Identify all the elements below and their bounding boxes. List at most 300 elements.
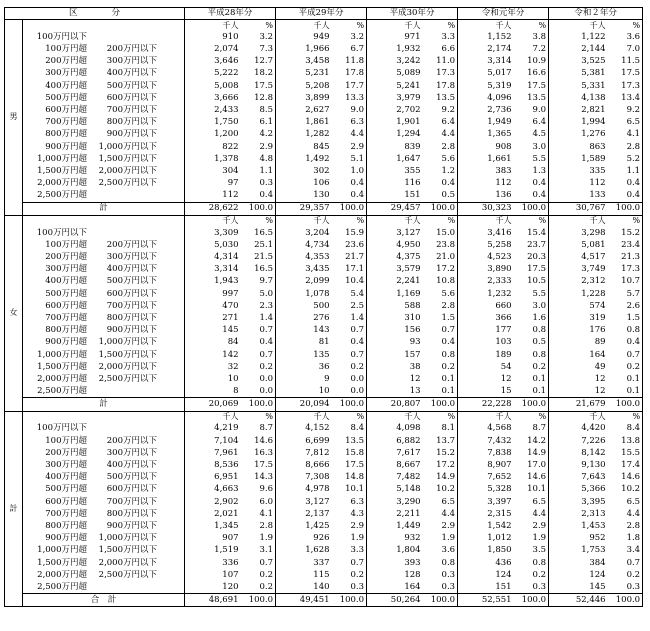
percentage: 0.2 — [259, 569, 274, 580]
percentage: 13.3 — [345, 92, 365, 103]
unit-people-label: 千人 — [458, 215, 514, 227]
percentage: 3.4 — [626, 545, 641, 556]
people-count: 3,416 — [458, 227, 514, 239]
unit-pct-label: % — [265, 20, 274, 30]
percentage: 1.8 — [626, 533, 641, 544]
percentage: 17.5 — [621, 68, 641, 79]
people-count: 845 — [276, 141, 332, 153]
people-count: 13 — [367, 385, 423, 398]
percentage: 17.8 — [345, 68, 365, 79]
year-header: 令和２年分 — [549, 8, 643, 20]
percentage: 0.1 — [441, 373, 456, 384]
people-count: 6,882 — [367, 435, 423, 447]
bracket-lower: 100万円超 — [45, 239, 87, 250]
people-count: 1,200 — [185, 129, 241, 141]
percentage: 1.2 — [441, 165, 456, 176]
percentage: 1.3 — [532, 165, 547, 176]
percentage: 17.4 — [621, 460, 641, 471]
table-row — [5, 312, 643, 324]
bracket-lower: 700万円超 — [45, 508, 87, 519]
table-row — [5, 435, 643, 447]
unit-people-label: 千人 — [549, 20, 608, 32]
percentage: 14.9 — [436, 472, 456, 483]
table-row — [5, 361, 643, 373]
income-bracket-label — [23, 545, 185, 557]
people-count: 2,241 — [367, 276, 423, 288]
category-header: 区 分 — [5, 8, 185, 20]
people-count: 5,081 — [549, 239, 608, 251]
table-row — [5, 423, 643, 435]
table-row — [5, 520, 643, 532]
people-count: 4,098 — [367, 423, 423, 435]
percentage: 0.2 — [259, 581, 274, 592]
percentage: 9.2 — [441, 104, 456, 115]
bracket-lower: 400万円超 — [45, 276, 87, 287]
percentage: 0.4 — [441, 178, 456, 189]
people-count: 2,174 — [458, 43, 514, 55]
percentage: 17.2 — [436, 460, 456, 471]
table-row — [5, 459, 643, 471]
people-count: 145 — [185, 324, 241, 336]
people-count: 6,951 — [185, 471, 241, 483]
people-count: 997 — [185, 288, 241, 300]
percentage: 0.4 — [350, 337, 365, 348]
people-count: 5,231 — [276, 68, 332, 80]
people-count: 189 — [458, 349, 514, 361]
percentage: 0.4 — [441, 337, 456, 348]
table-row — [5, 227, 643, 239]
bracket-lower: 200万円超 — [45, 56, 87, 67]
people-count: 1,661 — [458, 153, 514, 165]
people-count: 1,345 — [185, 520, 241, 532]
percentage: 6.3 — [350, 496, 365, 507]
percentage: 14.6 — [527, 472, 547, 483]
percentage: 4.4 — [626, 508, 641, 519]
year-header: 平成29年分 — [276, 8, 367, 20]
income-bracket-label — [23, 324, 185, 336]
people-count: 1,425 — [276, 520, 332, 532]
people-count: 2,433 — [185, 104, 241, 116]
percentage: 4.4 — [441, 508, 456, 519]
bracket-lower: 900万円超 — [45, 141, 87, 152]
unit-people-label: 千人 — [458, 20, 514, 32]
income-bracket-label — [23, 361, 185, 373]
people-count: 1,078 — [276, 288, 332, 300]
people-count: 660 — [458, 300, 514, 312]
people-count: 5,089 — [367, 68, 423, 80]
unit-pct-label: % — [332, 411, 367, 423]
percentage: 23.8 — [436, 239, 456, 250]
people-count: 176 — [549, 324, 608, 336]
unit-people-label: 千人 — [185, 215, 241, 227]
people-count: 4,096 — [458, 92, 514, 104]
people-count: 863 — [549, 141, 608, 153]
people-count: 971 — [367, 31, 423, 43]
percentage: 1.4 — [350, 312, 365, 323]
percentage: 0.2 — [626, 361, 641, 372]
people-count: 7,226 — [549, 435, 608, 447]
table-row — [5, 288, 643, 300]
percentage: 0.1 — [441, 386, 456, 397]
unit-pct-label: % — [332, 215, 367, 227]
bracket-upper: 400万円以下 — [106, 460, 157, 471]
percentage: 0.0 — [350, 373, 365, 384]
unit-people-label: 千人 — [367, 20, 423, 32]
bracket-upper: 1,000万円以下 — [98, 337, 157, 348]
percentage: 0.5 — [441, 190, 456, 201]
people-count: 271 — [185, 312, 241, 324]
percentage: 8.7 — [532, 423, 547, 434]
people-count: 3,525 — [549, 55, 608, 67]
percentage: 13.5 — [345, 435, 365, 446]
bracket-lower: 2,500万円超 — [37, 190, 87, 201]
people-count: 2,312 — [549, 276, 608, 288]
people-count: 4,314 — [185, 251, 241, 263]
bracket-upper: 1,500万円以下 — [98, 349, 157, 360]
percentage: 4.8 — [259, 153, 274, 164]
bracket-lower: 2,000万円超 — [37, 569, 87, 580]
bracket-upper: 300万円以下 — [106, 252, 157, 263]
people-count: 164 — [367, 581, 423, 594]
people-count: 4,978 — [276, 484, 332, 496]
percentage: 0.2 — [441, 361, 456, 372]
unit-row-blank — [23, 411, 185, 423]
table-row — [5, 80, 643, 92]
people-count: 151 — [367, 189, 423, 202]
unit-row — [5, 215, 643, 227]
total-people-count: 30,767 — [549, 202, 608, 215]
total-people-count: 48,691 — [185, 594, 241, 607]
percentage: 4.4 — [441, 129, 456, 140]
people-count: 907 — [185, 532, 241, 544]
people-count: 7,652 — [458, 471, 514, 483]
percentage: 6.5 — [626, 496, 641, 507]
people-count: 5,148 — [367, 484, 423, 496]
table-row — [5, 276, 643, 288]
total-percentage: 100.0 — [608, 398, 643, 411]
table-row — [5, 496, 643, 508]
percentage: 5.6 — [441, 288, 456, 299]
percentage: 4.2 — [259, 129, 274, 140]
people-count: 3,646 — [185, 55, 241, 67]
bracket-upper: 900万円以下 — [106, 520, 157, 531]
total-percentage: 100.0 — [608, 594, 643, 607]
percentage: 17.1 — [345, 264, 365, 275]
people-count: 8,907 — [458, 459, 514, 471]
bracket-upper: 2,500万円以下 — [98, 373, 157, 384]
percentage: 16.5 — [254, 227, 274, 238]
total-people-count: 52,551 — [458, 594, 514, 607]
people-count: 1,804 — [367, 545, 423, 557]
people-count: 2,099 — [276, 276, 332, 288]
percentage: 2.9 — [259, 141, 274, 152]
percentage: 21.5 — [254, 252, 274, 263]
bracket-lower: 2,500万円超 — [37, 386, 87, 397]
people-count: 130 — [276, 189, 332, 202]
people-count: 1,492 — [276, 153, 332, 165]
people-count: 3,666 — [185, 92, 241, 104]
people-count: 7,617 — [367, 447, 423, 459]
percentage: 6.7 — [350, 44, 365, 55]
percentage: 11.5 — [621, 56, 641, 67]
people-count: 4,152 — [276, 423, 332, 435]
people-count: 3,458 — [276, 55, 332, 67]
percentage: 4.1 — [626, 129, 641, 140]
people-count: 1,122 — [549, 31, 608, 43]
people-count: 3,127 — [367, 227, 423, 239]
income-bracket-label — [23, 263, 185, 275]
unit-pct-label: % — [423, 215, 458, 227]
people-count: 124 — [458, 569, 514, 581]
unit-pct-label: % — [241, 215, 276, 227]
people-count: 8,666 — [276, 459, 332, 471]
people-count: 588 — [367, 300, 423, 312]
percentage: 14.6 — [254, 435, 274, 446]
people-count: 1,949 — [458, 116, 514, 128]
people-count: 1,453 — [549, 520, 608, 532]
total-people-count: 21,679 — [549, 398, 608, 411]
percentage: 15.2 — [621, 227, 641, 238]
people-count: 2,736 — [458, 104, 514, 116]
people-count: 335 — [549, 165, 608, 177]
bracket-lower: 500万円超 — [45, 92, 87, 103]
total-people-count: 52,446 — [549, 594, 608, 607]
people-count: 574 — [549, 300, 608, 312]
percentage: 3.2 — [259, 31, 274, 42]
unit-row — [5, 20, 643, 32]
people-count: 5,381 — [549, 68, 608, 80]
percentage: 0.4 — [350, 190, 365, 201]
people-count: 1,589 — [549, 153, 608, 165]
people-count: 12 — [549, 373, 608, 385]
people-count: 932 — [367, 532, 423, 544]
people-count: 49 — [549, 361, 608, 373]
percentage: 14.8 — [345, 472, 365, 483]
percentage: 0.7 — [626, 557, 641, 568]
people-count: 1,294 — [367, 129, 423, 141]
total-people-count: 20,069 — [185, 398, 241, 411]
income-bracket-label — [23, 92, 185, 104]
total-row — [5, 202, 643, 215]
people-count: 97 — [185, 177, 241, 189]
percentage: 0.2 — [626, 569, 641, 580]
unit-pct-label: % — [241, 411, 276, 423]
people-count: 337 — [276, 557, 332, 569]
income-bracket-label — [23, 471, 185, 483]
percentage: 23.6 — [345, 239, 365, 250]
percentage: 2.8 — [259, 520, 274, 531]
percentage: 23.7 — [527, 239, 547, 250]
percentage: 4.4 — [532, 508, 547, 519]
unit-people-label: 千人 — [276, 20, 332, 32]
people-count: 4,663 — [185, 484, 241, 496]
percentage: 2.5 — [350, 300, 365, 311]
people-count: 1,861 — [276, 116, 332, 128]
people-count: 3,890 — [458, 263, 514, 275]
people-count: 5,366 — [549, 484, 608, 496]
bracket-upper: 500万円以下 — [106, 276, 157, 287]
percentage: 11.8 — [345, 56, 365, 67]
bracket-lower: 400万円超 — [45, 472, 87, 483]
percentage: 0.2 — [350, 569, 365, 580]
bracket-lower: 100万円以下 — [36, 227, 87, 238]
percentage: 4.5 — [532, 129, 547, 140]
people-count: 1,378 — [185, 153, 241, 165]
percentage: 3.1 — [259, 545, 274, 556]
percentage: 2.8 — [626, 141, 641, 152]
percentage: 10.1 — [345, 484, 365, 495]
people-count: 1,232 — [458, 288, 514, 300]
percentage: 7.0 — [626, 44, 641, 55]
people-count: 2,902 — [185, 496, 241, 508]
people-count: 1,750 — [185, 116, 241, 128]
section-label: 男 — [5, 20, 23, 216]
people-count: 2,144 — [549, 43, 608, 55]
percentage: 0.2 — [350, 361, 365, 372]
table-row — [5, 385, 643, 398]
percentage: 0.8 — [441, 349, 456, 360]
percentage: 3.2 — [350, 31, 365, 42]
bracket-lower: 100万円以下 — [36, 31, 87, 42]
total-percentage: 100.0 — [332, 202, 367, 215]
people-count: 500 — [276, 300, 332, 312]
percentage: 1.1 — [626, 165, 641, 176]
percentage: 6.3 — [350, 117, 365, 128]
people-count: 2,211 — [367, 508, 423, 520]
percentage: 0.4 — [350, 178, 365, 189]
people-count: 103 — [458, 337, 514, 349]
percentage: 11.0 — [436, 56, 456, 67]
percentage: 1.9 — [441, 533, 456, 544]
people-count: 2,021 — [185, 508, 241, 520]
income-bracket-label — [23, 484, 185, 496]
people-count: 1,901 — [367, 116, 423, 128]
people-count: 124 — [549, 569, 608, 581]
people-count: 5,017 — [458, 68, 514, 80]
table-row — [5, 251, 643, 263]
total-people-count: 50,264 — [367, 594, 423, 607]
unit-pct-label: % — [514, 215, 549, 227]
bracket-lower: 300万円超 — [45, 264, 87, 275]
percentage: 0.7 — [259, 557, 274, 568]
table-row — [5, 532, 643, 544]
bracket-lower: 900万円超 — [45, 533, 87, 544]
percentage: 2.3 — [259, 300, 274, 311]
percentage: 6.4 — [441, 117, 456, 128]
people-count: 336 — [185, 557, 241, 569]
people-count: 1,542 — [458, 520, 514, 532]
percentage: 15.0 — [436, 227, 456, 238]
bracket-lower: 600万円超 — [45, 104, 87, 115]
percentage: 2.9 — [532, 520, 547, 531]
income-bracket-label — [23, 557, 185, 569]
people-count: 36 — [276, 361, 332, 373]
percentage: 10.1 — [527, 484, 547, 495]
income-bracket-label — [23, 251, 185, 263]
total-percentage: 100.0 — [241, 594, 276, 607]
people-count: 4,523 — [458, 251, 514, 263]
percentage: 25.1 — [254, 239, 274, 250]
year-header: 平成30年分 — [367, 8, 458, 20]
percentage: 14.3 — [254, 472, 274, 483]
bracket-lower: 1,000万円超 — [37, 153, 87, 164]
table-row — [5, 484, 643, 496]
percentage: 3.3 — [350, 545, 365, 556]
people-count: 1,850 — [458, 545, 514, 557]
percentage: 0.3 — [350, 581, 365, 592]
people-count: 116 — [367, 177, 423, 189]
percentage: 10.8 — [436, 276, 456, 287]
percentage: 15.8 — [345, 447, 365, 458]
people-count: 8,667 — [367, 459, 423, 471]
percentage: 21.3 — [621, 252, 641, 263]
people-count: 310 — [367, 312, 423, 324]
people-count: 32 — [185, 361, 241, 373]
bracket-upper: 800万円以下 — [106, 312, 157, 323]
table-row — [5, 31, 643, 43]
people-count: 3,899 — [276, 92, 332, 104]
bracket-upper: 900万円以下 — [106, 325, 157, 336]
people-count: 1,228 — [549, 288, 608, 300]
income-bracket-label — [23, 349, 185, 361]
people-count: 4,734 — [276, 239, 332, 251]
total-label: 計 — [23, 202, 185, 215]
people-count: 10 — [276, 385, 332, 398]
bracket-lower: 700万円超 — [45, 117, 87, 128]
percentage: 0.7 — [259, 349, 274, 360]
people-count: 4,219 — [185, 423, 241, 435]
percentage: 1.6 — [532, 312, 547, 323]
bracket-upper: 900万円以下 — [106, 129, 157, 140]
people-count: 5,258 — [458, 239, 514, 251]
bracket-lower: 900万円超 — [45, 337, 87, 348]
percentage: 9.7 — [259, 276, 274, 287]
percentage: 9.0 — [350, 104, 365, 115]
percentage: 5.6 — [441, 153, 456, 164]
people-count: 3,749 — [549, 263, 608, 275]
unit-people-label: 千人 — [367, 411, 423, 423]
income-bracket-label — [23, 520, 185, 532]
percentage: 2.9 — [350, 520, 365, 531]
bracket-lower: 300万円超 — [45, 460, 87, 471]
total-percentage: 100.0 — [423, 398, 458, 411]
percentage: 3.5 — [532, 545, 547, 556]
income-bracket-label — [23, 373, 185, 385]
percentage: 23.4 — [621, 239, 641, 250]
table-row — [5, 129, 643, 141]
percentage: 0.3 — [441, 569, 456, 580]
table-row — [5, 189, 643, 202]
percentage: 17.5 — [527, 80, 547, 91]
people-count: 3,435 — [276, 263, 332, 275]
people-count: 910 — [185, 31, 241, 43]
total-percentage: 100.0 — [423, 594, 458, 607]
people-count: 3,579 — [367, 263, 423, 275]
people-count: 4,517 — [549, 251, 608, 263]
unit-people-label: 千人 — [185, 20, 241, 32]
people-count: 908 — [458, 141, 514, 153]
percentage: 13.7 — [436, 435, 456, 446]
percentage: 0.1 — [626, 373, 641, 384]
percentage: 0.4 — [259, 337, 274, 348]
percentage: 1.0 — [350, 165, 365, 176]
percentage: 5.7 — [626, 288, 641, 299]
people-count: 1,943 — [185, 276, 241, 288]
percentage: 3.3 — [441, 31, 456, 42]
percentage: 0.3 — [259, 178, 274, 189]
bracket-upper: 2,000万円以下 — [98, 165, 157, 176]
people-count: 164 — [549, 349, 608, 361]
